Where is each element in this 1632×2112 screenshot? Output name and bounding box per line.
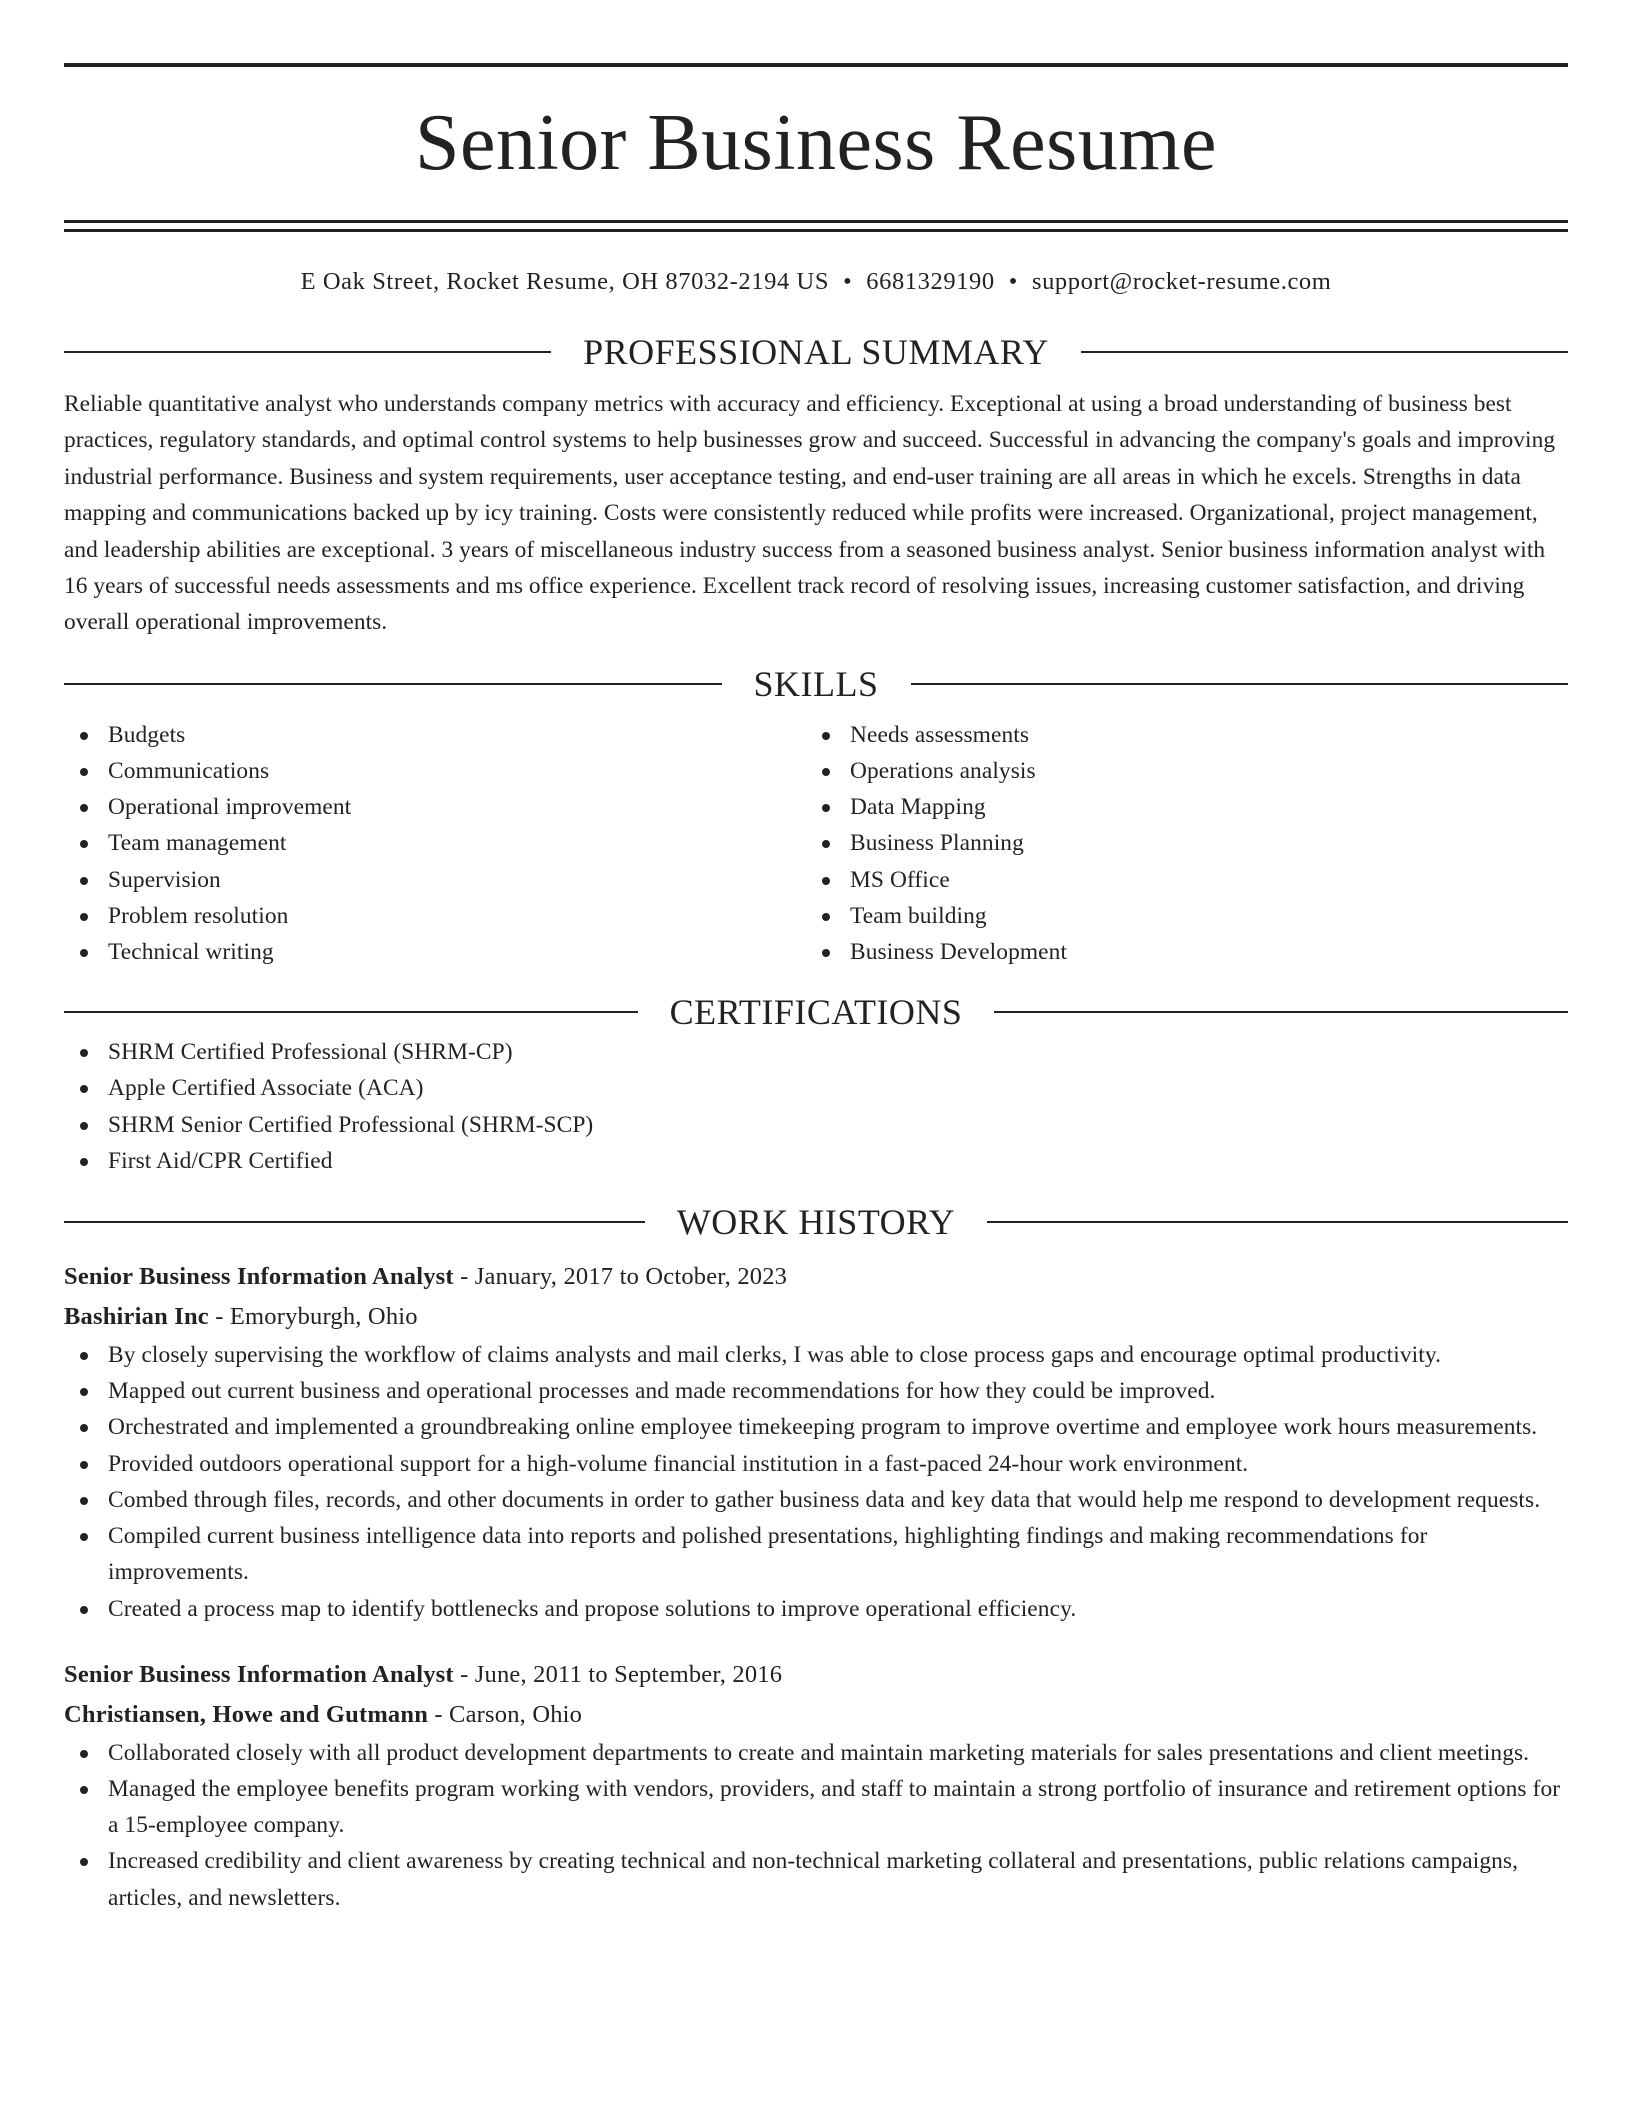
page-title: Senior Business Resume <box>414 99 1218 187</box>
skills-list-left <box>64 717 806 970</box>
job-bullet: Orchestrated and implemented a groundbreaking online employee timekeeping program to improve overtime and employee work hours measurements. <box>64 1409 1568 1445</box>
contact-phone: 6681329190 <box>866 268 995 295</box>
job-bullets <box>64 1735 1568 1916</box>
contact-email: support@rocket-resume.com <box>1031 268 1332 295</box>
job-title-line <box>64 1257 1568 1297</box>
summary-heading <box>64 330 1568 374</box>
skills-heading <box>64 662 1568 706</box>
double-rule <box>64 220 1568 232</box>
certification-item: First Aid/CPR Certified <box>64 1143 1568 1179</box>
skill-item: Technical writing <box>64 934 806 970</box>
summary-heading-label: PROFESSIONAL SUMMARY <box>583 332 1049 372</box>
job-title-line <box>64 1655 1568 1695</box>
skill-item: Data Mapping <box>806 789 1548 825</box>
job-entry <box>64 1257 1568 1627</box>
skill-item: Team management <box>64 825 806 861</box>
certifications-heading-label: CERTIFICATIONS <box>669 992 963 1033</box>
job-bullet: Created a process map to identify bottlenecks and propose solutions to improve operational efficiency. <box>64 1591 1568 1627</box>
skill-item: Supervision <box>64 862 806 898</box>
skill-item: Budgets <box>64 717 806 753</box>
certifications-heading <box>64 990 1568 1034</box>
job-bullet: Managed the employee benefits program working with vendors, providers, and staff to maintain a strong portfolio of insurance and retirement options for a 15-employee company. <box>64 1771 1568 1843</box>
skill-item: Team building <box>806 898 1548 934</box>
job-bullet: Collaborated closely with all product development departments to create and maintain marketing materials for sales presentations and client meetings. <box>64 1735 1568 1771</box>
job-title: Senior Business Information Analyst <box>64 1660 454 1688</box>
job-location: - Carson, Ohio <box>428 1700 583 1728</box>
job-location: - Emoryburgh, Ohio <box>208 1303 418 1331</box>
job-bullets <box>64 1337 1568 1627</box>
certification-item: SHRM Senior Certified Professional (SHRM-SCP) <box>64 1107 1568 1143</box>
skill-item: MS Office <box>806 862 1548 898</box>
job-bullet: Compiled current business intelligence data into reports and polished presentations, highlighting findings and making recommendations for improvements. <box>64 1518 1568 1590</box>
job-company: Christiansen, Howe and Gutmann <box>64 1700 429 1728</box>
contact-address: E Oak Street, Rocket Resume, OH 87032-2194 US <box>300 268 830 295</box>
job-bullet: By closely supervising the workflow of claims analysts and mail clerks, I was able to close process gaps and encourage optimal productivity. <box>64 1337 1568 1373</box>
heading-rule-left <box>64 351 551 353</box>
job-bullet: Mapped out current business and operational processes and made recommendations for how they could be improved. <box>64 1373 1568 1409</box>
job-company-line <box>64 1297 1568 1337</box>
job-title: Senior Business Information Analyst <box>64 1263 454 1291</box>
certification-item: SHRM Certified Professional (SHRM-CP) <box>64 1034 1568 1070</box>
certification-item: Apple Certified Associate (ACA) <box>64 1070 1568 1106</box>
skills-columns <box>64 717 1568 970</box>
job-bullet: Increased credibility and client awareness by creating technical and non-technical marketing collateral and presentations, public relations campaigns, articles, and newsletters. <box>64 1843 1568 1915</box>
work-heading-label: WORK HISTORY <box>676 1202 956 1243</box>
job-entry <box>64 1655 1568 1916</box>
heading-rule-left <box>64 1011 638 1013</box>
certifications-list <box>64 1034 1568 1179</box>
job-company-line <box>64 1695 1568 1735</box>
contact-separator: • <box>1008 268 1018 295</box>
work-heading <box>64 1200 1568 1244</box>
job-dates: - January, 2017 to October, 2023 <box>453 1263 788 1291</box>
job-bullet: Combed through files, records, and other documents in order to gather business data and key data that would help me respond to development requests. <box>64 1482 1568 1518</box>
heading-rule-left <box>64 683 722 685</box>
job-dates: - June, 2011 to September, 2016 <box>453 1660 783 1688</box>
heading-rule-right <box>987 1221 1568 1223</box>
skill-item: Business Development <box>806 934 1548 970</box>
skill-item: Operations analysis <box>806 753 1548 789</box>
heading-rule-right <box>911 683 1569 685</box>
heading-rule-right <box>994 1011 1568 1013</box>
heading-rule-left <box>64 1221 645 1223</box>
contact-separator: • <box>843 268 853 295</box>
contact-line <box>64 267 1568 297</box>
job-bullet: Provided outdoors operational support for a high-volume financial institution in a fast-paced 24-hour work environment. <box>64 1446 1568 1482</box>
skill-item: Needs assessments <box>806 717 1548 753</box>
job-company: Bashirian Inc <box>64 1303 209 1331</box>
skill-item: Problem resolution <box>64 898 806 934</box>
skills-list-right <box>806 717 1548 970</box>
heading-rule-right <box>1081 351 1568 353</box>
summary-text: Reliable quantitative analyst who understands company metrics with accuracy and efficiency. Exceptional at using a broad understanding of business best practices, regulatory standards, and optimal control systems to help businesses grow and succeed. Successful in advancing the company's goals and improving industrial performance. Business and system requirements, user acceptance testing, and end-user training are all areas in which he excels. Strengths in data mapping and communications backed up by icy training. Costs were consistently reduced while profits were increased. Organizational, project management, and leadership abilities are exceptional. 3 years of miscellaneous industry success from a seasoned business analyst. Senior business information analyst with 16 years of successful needs assessments and ms office experience. Excellent track record of resolving issues, increasing customer satisfaction, and driving overall operational improvements. <box>64 391 1556 636</box>
skill-item: Operational improvement <box>64 789 806 825</box>
skill-item: Communications <box>64 753 806 789</box>
skills-heading-label: SKILLS <box>753 663 879 704</box>
skill-item: Business Planning <box>806 825 1548 861</box>
top-rule <box>64 63 1568 67</box>
resume-page <box>64 0 1568 1916</box>
